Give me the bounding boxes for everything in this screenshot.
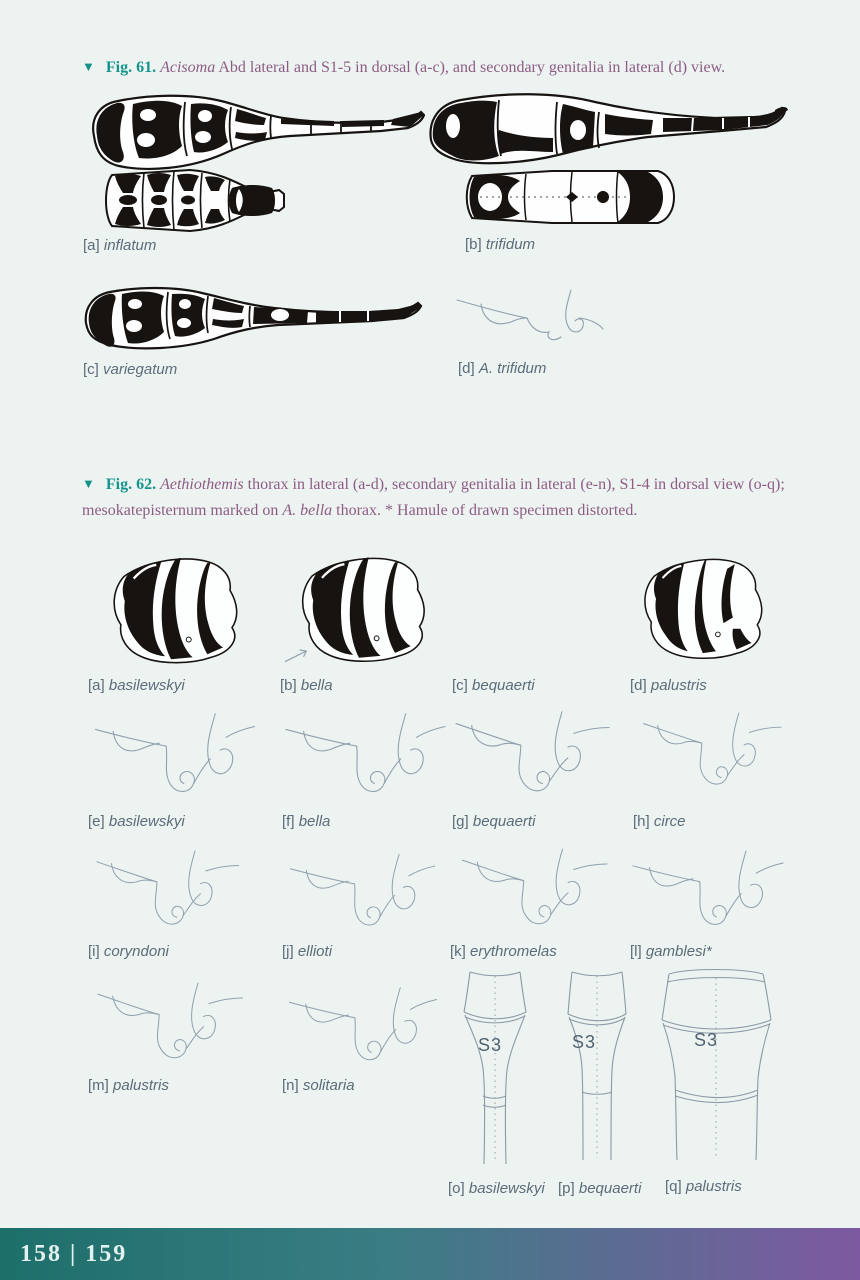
panel-label-n-solitaria	[282, 1077, 355, 1094]
fig61-genus: Acisoma	[160, 59, 216, 76]
panel-tag: [d]	[458, 360, 475, 377]
panel-label-i-coryndoni	[88, 943, 169, 960]
panel-species: gamblesi*	[645, 943, 712, 960]
panel-species: inflatum	[103, 237, 157, 254]
mesokatepisternum-arrow	[285, 650, 306, 662]
panel-label-h-circe	[633, 813, 686, 830]
figure-marker-icon: ▼	[82, 476, 95, 491]
panel-tag: [p]	[558, 1180, 575, 1197]
fig62-o-abdomen-dorsal-drawing	[452, 968, 537, 1166]
panel-species: palustris	[685, 1178, 742, 1195]
panel-species: coryndoni	[103, 943, 169, 960]
panel-species: A. trifidum	[478, 360, 547, 377]
fig62-e-genitalia-sketch	[90, 700, 260, 808]
panel-species: palustris	[113, 1077, 169, 1094]
panel-species: bella	[298, 813, 331, 830]
fig62-k-genitalia-sketch	[445, 838, 630, 940]
panel-species: bequaerti	[472, 677, 535, 694]
fig62-b-thorax-drawing	[283, 551, 439, 671]
fig62-m-genitalia-sketch	[88, 972, 258, 1074]
panel-label-a-basilewskyi	[88, 677, 185, 694]
page-numbers: 158 | 159	[20, 1240, 128, 1267]
fig62-c-thorax-drawing	[448, 549, 604, 671]
fig61-caption	[82, 55, 812, 81]
fig62-caption-text-1: thorax in lateral (a-d), secondary genitalia in lateral (e-n), S1-4 in dorsal view (o-q); mesokatepisternum marked on	[82, 476, 785, 519]
panel-tag: [f]	[282, 813, 295, 830]
panel-tag: [d]	[630, 677, 647, 694]
panel-tag: [l]	[630, 943, 642, 960]
panel-label-g-bequaerti	[452, 813, 535, 830]
fig61-b-dorsal-s1-5-drawing	[460, 162, 680, 232]
panel-species: bequaerti	[472, 813, 536, 830]
panel-tag: [i]	[88, 943, 100, 960]
fig62-l-genitalia-sketch	[628, 838, 788, 940]
fig62-q-abdomen-dorsal-drawing	[655, 966, 780, 1162]
panel-tag: [c]	[452, 677, 468, 694]
fig62-d-thorax-drawing	[626, 551, 776, 669]
panel-label-d-a-trifidum	[458, 360, 546, 377]
panel-species: variegatum	[103, 361, 178, 378]
fig62-i-genitalia-sketch	[88, 840, 253, 940]
panel-species: solitaria	[302, 1077, 355, 1094]
panel-tag: [c]	[83, 361, 99, 378]
page-footer-bar	[0, 1228, 860, 1280]
fig62-caption	[82, 472, 798, 524]
fig62-a-thorax-drawing	[93, 553, 253, 671]
segment-label-s3-o: S3	[478, 1035, 503, 1055]
figure-marker-icon: ▼	[82, 59, 95, 74]
panel-tag: [b]	[465, 236, 482, 253]
panel-species: trifidum	[485, 236, 536, 253]
panel-tag: [a]	[83, 237, 100, 254]
panel-tag: [o]	[448, 1180, 465, 1197]
fig62-species: A. bella	[282, 501, 333, 519]
panel-species: basilewskyi	[108, 813, 185, 830]
fig62-j-genitalia-sketch	[280, 842, 445, 940]
fig62-genus: Aethiothemis	[160, 476, 244, 493]
panel-label-p-bequaerti	[558, 1180, 641, 1197]
panel-label-o-basilewskyi	[448, 1180, 545, 1197]
panel-species: ellioti	[297, 943, 333, 960]
panel-label-b-bella	[280, 677, 333, 694]
fig61-c-abdomen-lateral-drawing	[78, 283, 430, 356]
panel-species: circe	[653, 813, 686, 830]
panel-tag: [n]	[282, 1077, 299, 1094]
panel-label-a-inflatum	[83, 237, 156, 254]
panel-species: bella	[300, 677, 333, 694]
panel-species: erythromelas	[470, 943, 557, 960]
panel-tag: [b]	[280, 677, 297, 694]
panel-tag: [h]	[633, 813, 650, 830]
panel-label-m-palustris	[88, 1077, 169, 1094]
fig62-caption-text-2: thorax. * Hamule of drawn specimen distorted.	[332, 501, 638, 519]
panel-species: basilewskyi	[468, 1180, 545, 1197]
panel-label-j-ellioti	[282, 943, 332, 960]
fig61-d-genitalia-sketch	[455, 288, 605, 350]
fig62-g-genitalia-sketch	[448, 700, 623, 808]
panel-label-f-bella	[282, 813, 330, 830]
panel-tag: [e]	[88, 813, 105, 830]
panel-tag: [m]	[88, 1077, 109, 1094]
segment-label-s3-q: S3	[694, 1030, 719, 1050]
panel-tag: [g]	[452, 813, 469, 830]
panel-tag: [q]	[665, 1178, 682, 1195]
panel-label-b-trifidum	[465, 236, 535, 253]
fig61-number: Fig. 61.	[105, 59, 157, 76]
fig61-a-dorsal-s1-5-drawing	[98, 166, 290, 234]
fig62-p-abdomen-dorsal-drawing	[552, 968, 640, 1162]
panel-label-q-palustris	[665, 1178, 742, 1195]
panel-label-k-erythromelas	[450, 943, 557, 960]
panel-tag: [k]	[450, 943, 466, 960]
panel-species: bequaerti	[578, 1180, 642, 1197]
segment-label-s3-p: S3	[572, 1032, 597, 1052]
panel-label-c-bequaerti	[452, 677, 535, 694]
panel-label-l-gamblesi	[630, 943, 712, 960]
panel-label-e-basilewskyi	[88, 813, 185, 830]
fig62-f-genitalia-sketch	[278, 700, 453, 808]
panel-tag: [j]	[282, 943, 294, 960]
fig61-a-abdomen-lateral-drawing	[85, 92, 425, 177]
panel-tag: [a]	[88, 677, 105, 694]
fig62-n-genitalia-sketch	[278, 975, 448, 1075]
fig62-number: Fig. 62.	[105, 476, 157, 493]
panel-species: palustris	[650, 677, 707, 694]
panel-species: basilewskyi	[108, 677, 185, 694]
fig62-h-genitalia-sketch	[640, 695, 790, 807]
panel-label-d-palustris	[630, 677, 707, 694]
fig61-caption-text: Abd lateral and S1-5 in dorsal (a-c), and secondary genitalia in lateral (d) view.	[215, 59, 726, 76]
panel-label-c-variegatum	[83, 361, 177, 378]
